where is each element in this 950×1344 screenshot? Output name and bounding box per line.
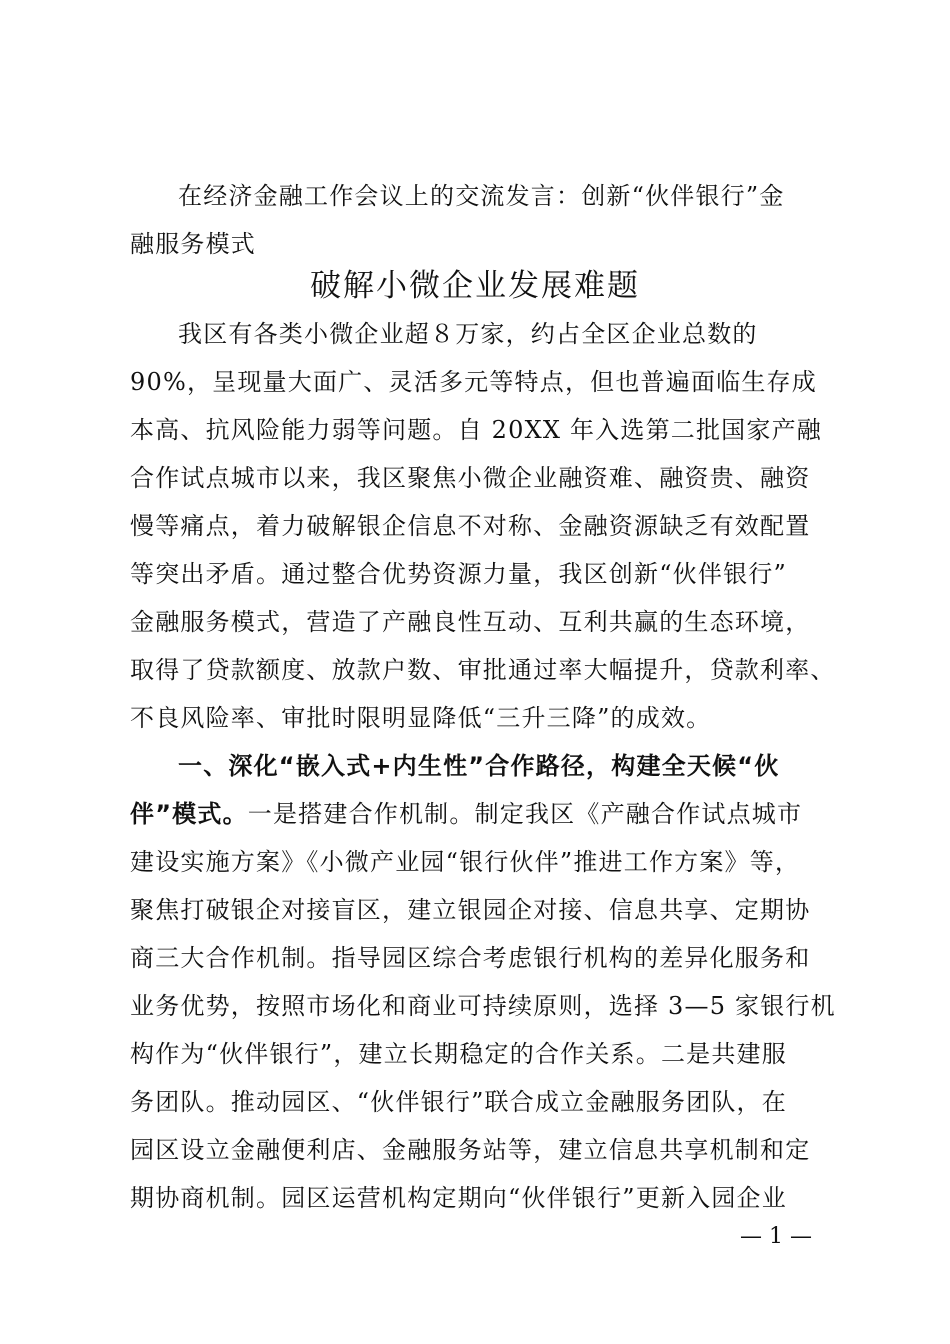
header-line-1: 在经济金融工作会议上的交流发言：创新“伙伴银行”金 bbox=[178, 182, 785, 210]
intro-line-9: 不良风险率、审批时限明显降低“三升三降”的成效。 bbox=[130, 704, 712, 732]
section-1-body-line-3: 商三大合作机制。指导园区综合考虑银行机构的差异化服务和 bbox=[130, 944, 811, 972]
intro-line-5: 慢等痛点，着力破解银企信息不对称、金融资源缺乏有效配置 bbox=[130, 512, 811, 540]
section-1-line-2-text: 一是搭建合作机制。制定我区《产融合作试点城市 bbox=[247, 800, 803, 828]
intro-line-8: 取得了贷款额度、放款户数、审批通过率大幅提升，贷款利率、 bbox=[130, 656, 836, 684]
section-1-body-line-5: 构作为“伙伴银行”，建立长期稳定的合作关系。二是共建服 bbox=[130, 1040, 787, 1068]
intro-line-2: 90%，呈现量大面广、灵活多元等特点，但也普遍面临生存成 bbox=[130, 368, 817, 396]
document-title: 破解小微企业发展难题 bbox=[310, 268, 640, 304]
section-1-body-line-4: 业务优势，按照市场化和商业可持续原则，选择 3—5 家银行机 bbox=[130, 992, 836, 1020]
section-1-heading-end: 伴”模式。 bbox=[130, 800, 248, 828]
intro-line-1: 我区有各类小微企业超８万家，约占全区企业总数的 bbox=[178, 320, 758, 348]
page-number: — 1 — bbox=[740, 1224, 812, 1249]
intro-line-3: 本高、抗风险能力弱等问题。自 20XX 年入选第二批国家产融 bbox=[130, 416, 822, 444]
intro-line-4: 合作试点城市以来，我区聚焦小微企业融资难、融资贵、融资 bbox=[130, 464, 811, 492]
intro-line-6: 等突出矛盾。通过整合优势资源力量，我区创新“伙伴银行” bbox=[130, 560, 787, 588]
header-line-2: 融服务模式 bbox=[130, 230, 256, 258]
section-1-body-line-1: 建设实施方案》《小微产业园“银行伙伴”推进工作方案》等， bbox=[130, 848, 801, 876]
section-1-body-line-2: 聚焦打破银企对接盲区，建立银园企对接、信息共享、定期协 bbox=[130, 896, 811, 924]
section-1-body-line-7: 园区设立金融便利店、金融服务站等，建立信息共享机制和定 bbox=[130, 1136, 811, 1164]
section-1-body-line-6: 务团队。推动园区、“伙伴银行”联合成立金融服务团队，在 bbox=[130, 1088, 787, 1116]
section-1-line-2 bbox=[130, 798, 820, 830]
section-1-heading: 一、深化“嵌入式+内生性”合作路径，构建全天候“伙 bbox=[178, 752, 780, 780]
section-1-body-line-8: 期协商机制。园区运营机构定期向“伙伴银行”更新入园企业 bbox=[130, 1184, 787, 1212]
intro-line-7: 金融服务模式，营造了产融良性互动、互利共赢的生态环境， bbox=[130, 608, 811, 636]
